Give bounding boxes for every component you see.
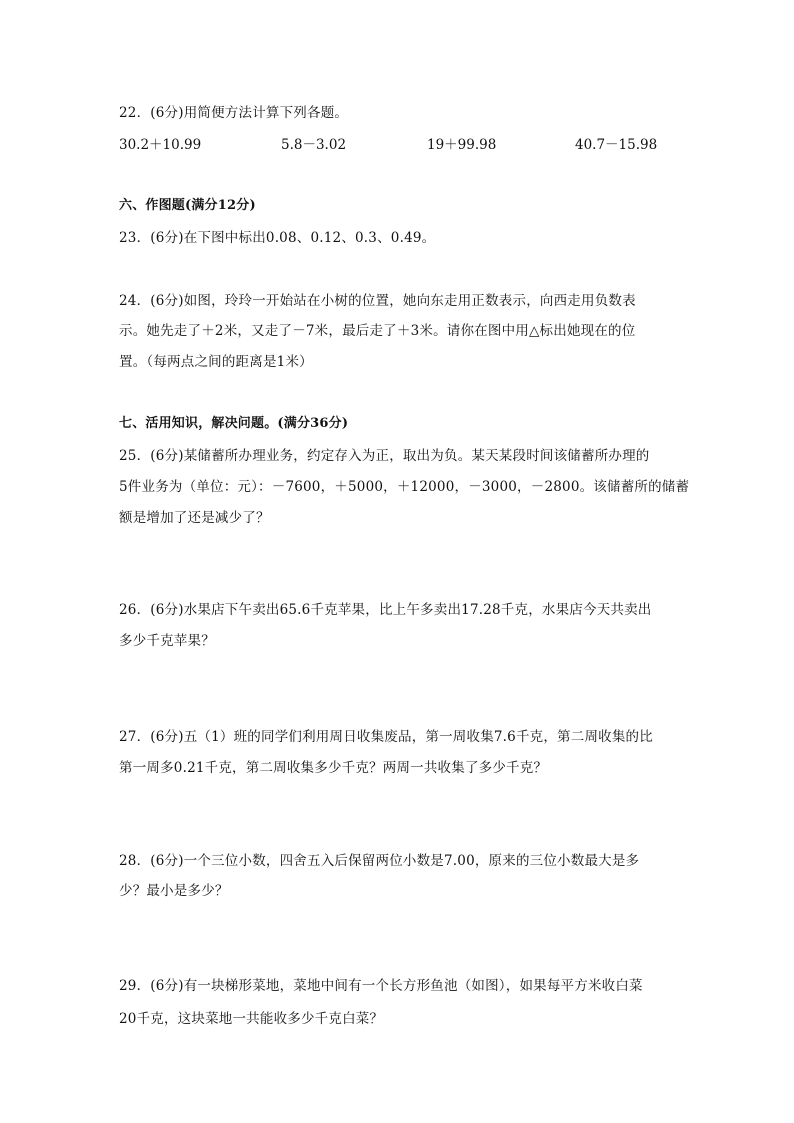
question-24-line-1: 24．(6分)如图，玲玲一开始站在小树的位置，她向东走用正数表示，向西走用负数表 xyxy=(119,293,636,309)
question-29-line-1: 29．(6分)有一块梯形菜地，菜地中间有一个长方形鱼池（如图），如果每平方米收白菜 xyxy=(119,978,643,994)
question-27-line-1: 27．(6分)五（1）班的同学们利用周日收集废品，第一周收集7.6千克，第二周收集的比 xyxy=(119,729,653,745)
question-27-line-2: 第一周多0.21千克，第二周收集多少千克？两周一共收集了多少千克？ xyxy=(119,760,548,776)
question-29-line-2: 20千克，这块菜地一共能收多少千克白菜？ xyxy=(119,1011,384,1027)
section-6-title: 六、作图题(满分12分) xyxy=(119,198,256,213)
question-28-line-2: 少？最小是多少？ xyxy=(119,883,229,899)
expression-2: 5.8－3.02 xyxy=(281,137,347,153)
expression-4: 40.7－15.98 xyxy=(575,137,658,153)
question-24-line-3: 置。（每两点之间的距离是1米） xyxy=(119,354,313,370)
question-25-line-2: 5件业务为（单位：元）：－7600，＋5000，＋12000，－3000，－2800。该储蓄所的储蓄 xyxy=(119,479,690,495)
expression-3: 19＋99.98 xyxy=(427,137,497,153)
question-26-line-2: 多少千克苹果？ xyxy=(119,633,215,649)
question-26-line-1: 26．(6分)水果店下午卖出65.6千克苹果，比上午多卖出17.28千克，水果店今天共卖出 xyxy=(119,602,652,618)
question-24-line-2: 示。她先走了＋2米，又走了－7米，最后走了＋3米。请你在图中用△标出她现在的位 xyxy=(119,323,636,339)
section-7-title: 七、活用知识，解决问题。(满分36分) xyxy=(119,416,349,431)
question-28-line-1: 28．(6分)一个三位小数，四舍五入后保留两位小数是7.00，原来的三位小数最大是多 xyxy=(119,853,640,869)
question-25-line-3: 额是增加了还是减少了？ xyxy=(119,510,270,526)
question-25-line-1: 25．(6分)某储蓄所办理业务，约定存入为正，取出为负。某天某段时间该储蓄所办理的 xyxy=(119,448,650,464)
question-23-text: 23．(6分)在下图中标出0.08、0.12、0.3、0.49。 xyxy=(119,230,436,246)
expression-1: 30.2＋10.99 xyxy=(119,137,202,153)
question-22-text: 22．(6分)用简便方法计算下列各题。 xyxy=(119,105,349,121)
